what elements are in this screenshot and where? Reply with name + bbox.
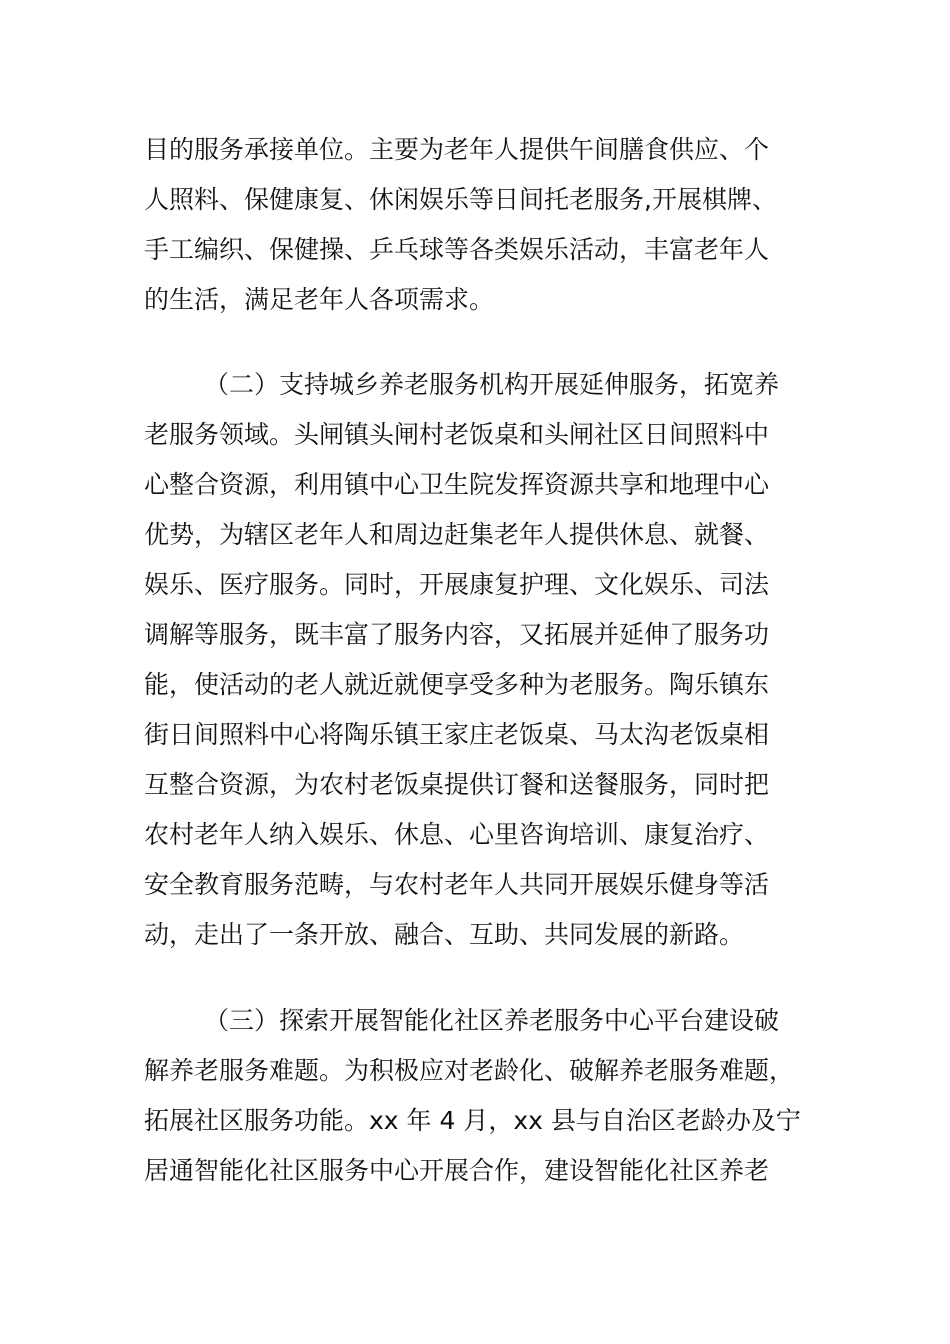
- paragraph-heading-line: （二）支持城乡养老服务机构开展延伸服务，拓宽养: [204, 370, 780, 399]
- text-line: 农村老年人纳入娱乐、休息、心里咨询培训、康复治疗、: [144, 820, 770, 849]
- paragraph-heading-line: （三）探索开展智能化社区养老服务中心平台建设破: [204, 1006, 780, 1035]
- text-line: 能，使活动的老人就近就便享受多种为老服务。陶乐镇东: [144, 670, 770, 699]
- text-line: 居通智能化社区服务中心开展合作，建设智能化社区养老: [144, 1156, 770, 1185]
- text-line: 心整合资源，利用镇中心卫生院发挥资源共享和地理中心: [144, 470, 770, 499]
- text-line: 娱乐、医疗服务。同时，开展康复护理、文化娱乐、司法: [144, 570, 770, 599]
- text-line: 目的服务承接单位。主要为老年人提供午间膳食供应、个: [144, 135, 770, 164]
- text-line: 手工编织、保健操、乒乓球等各类娱乐活动，丰富老年人: [144, 235, 770, 264]
- text-line: 街日间照料中心将陶乐镇王家庄老饭桌、马太沟老饭桌相: [144, 720, 770, 749]
- text-line: 的生活，满足老年人各项需求。: [144, 285, 495, 314]
- text-line: 动，走出了一条开放、融合、互助、共同发展的新路。: [144, 920, 745, 949]
- text-line: 调解等服务，既丰富了服务内容，又拓展并延伸了服务功: [144, 620, 770, 649]
- text-line: 互整合资源，为农村老饭桌提供订餐和送餐服务，同时把: [144, 770, 770, 799]
- text-line: 安全教育服务范畴，与农村老年人共同开展娱乐健身等活: [144, 870, 770, 899]
- text-line: 优势，为辖区老年人和周边赶集老年人提供休息、就餐、: [144, 520, 770, 549]
- text-line: 解养老服务难题。为积极应对老龄化、破解养老服务难题，: [144, 1056, 795, 1085]
- text-line: 老服务领域。头闸镇头闸村老饭桌和头闸社区日间照料中: [144, 420, 770, 449]
- text-line: 拓展社区服务功能。xx 年 4 月，xx 县与自治区老龄办及宁: [144, 1106, 801, 1135]
- text-line: 人照料、保健康复、休闲娱乐等日间托老服务,开展棋牌、: [144, 185, 777, 214]
